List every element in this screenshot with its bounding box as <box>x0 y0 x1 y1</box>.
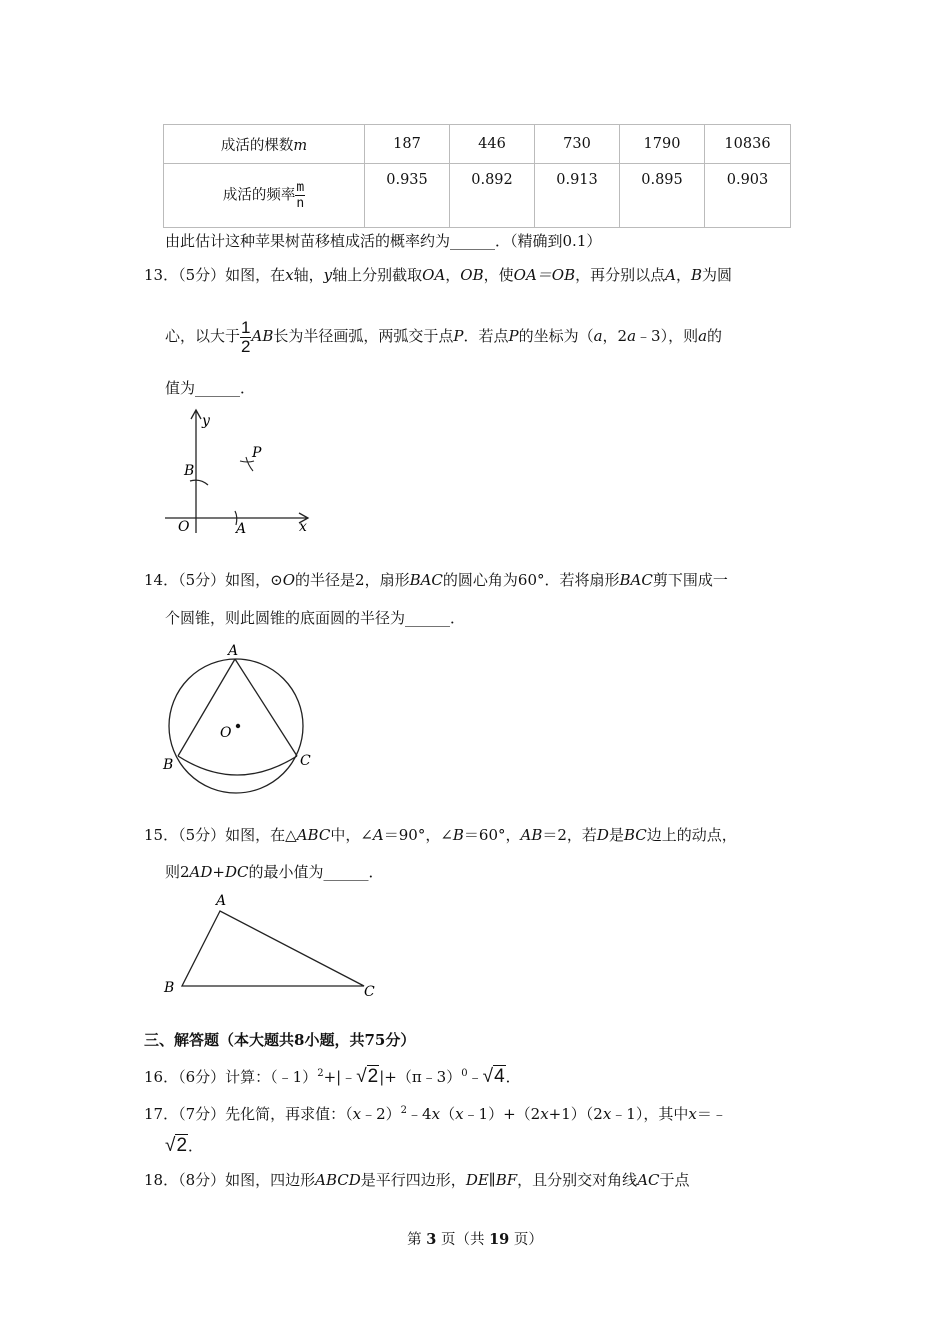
table-cell: 730 <box>535 125 620 164</box>
q16-line: 16．（6分）计算：（﹣1）$^2$+|﹣√2|+（π﹣3）$^0$﹣√4． <box>144 1066 521 1087</box>
row-label: 成活的棵数m <box>164 125 365 164</box>
label-b: B <box>184 463 195 479</box>
section-heading: 三、解答题（本大题共8小题，共75分） <box>144 1031 416 1049</box>
row-label: 成活的频率 $\frac{m}{n}$ <box>164 164 365 228</box>
total-pages: 19 <box>489 1231 510 1248</box>
q14-line2: 个圆锥，则此圆锥的底面圆的半径为______． <box>165 609 466 627</box>
q14-figure <box>158 640 328 800</box>
fraction: $\frac{m}{n}$ <box>296 180 305 211</box>
q13-line3: 值为______． <box>165 379 256 397</box>
label-x: x <box>299 519 307 535</box>
table-cell: 446 <box>450 125 535 164</box>
label-a: A <box>216 893 227 909</box>
survival-table <box>163 124 791 228</box>
center-dot <box>236 724 240 728</box>
q13-line1: 13．（5分）如图，在x轴，y轴上分别截取OA，OB，使OA＝OB，再分别以点A，B为圆 <box>144 266 733 284</box>
label-o: O <box>178 519 190 535</box>
sqrt-2: √2 <box>165 1135 188 1156</box>
label-o: O <box>220 725 232 741</box>
sqrt-2: √2 <box>356 1066 379 1087</box>
page-footer: 第 3 页（共 19 页） <box>407 1231 543 1248</box>
table-cell: 10836 <box>705 125 791 164</box>
triangle-abc <box>182 911 364 986</box>
q17-line1: 17．（7分）先化简，再求值：（x﹣2）$^2$﹣4x（x﹣1）+（2x+1）（2x﹣1），其中x＝﹣ <box>144 1105 727 1123</box>
segment-ac <box>235 659 297 756</box>
sqrt-4: √4 <box>482 1066 505 1087</box>
q13-figure <box>160 405 320 540</box>
q18-line1: 18．（8分）如图，四边形ABCD是平行四边形，DE∥BF，且分别交对角线AC于点 <box>144 1171 690 1189</box>
q15-line2: 则2AD+DC的最小值为______． <box>165 863 384 881</box>
table-cell: 0.913 <box>535 164 620 228</box>
label-b: B <box>164 980 175 996</box>
arc-b <box>190 480 208 485</box>
table-cell: 0.892 <box>450 164 535 228</box>
q15-figure <box>160 890 385 1000</box>
label-p: P <box>252 445 262 461</box>
label-a: A <box>228 643 239 659</box>
label-b: B <box>163 757 174 773</box>
table-row <box>164 125 791 164</box>
table-cell: 1790 <box>620 125 705 164</box>
label-c: C <box>300 753 311 769</box>
q13-line2: 心，以大于 $\frac{1}{2}$ AB长为半径画弧，两弧交于点P．若点P的坐标为（a，2a﹣3），则a的 <box>165 317 723 356</box>
table-cell: 0.903 <box>705 164 791 228</box>
label-c: C <box>364 984 375 1000</box>
table-row <box>164 164 791 228</box>
q15-line1: 15．（5分）如图，在△ABC中，∠A＝90°，∠B＝60°，AB＝2，若D是BC边上的动点， <box>144 826 737 844</box>
table-cell: 187 <box>365 125 450 164</box>
label-a: A <box>236 521 247 537</box>
fraction-half: $\frac{1}{2}$ <box>241 317 251 356</box>
segment-ab <box>178 659 235 756</box>
q17-line2: √2． <box>165 1135 204 1156</box>
label-y: y <box>202 413 210 429</box>
q12-tail-text: 由此估计这种苹果树苗移植成活的概率约为______．（精确到0.1） <box>165 232 602 250</box>
page-number: 3 <box>426 1231 437 1248</box>
table-cell: 0.895 <box>620 164 705 228</box>
arc-bc <box>178 756 297 775</box>
q14-line1: 14．（5分）如图，⊙O的半径是2，扇形BAC的圆心角为60°．若将扇形BAC剪下围成一 <box>144 571 728 589</box>
table-cell: 0.935 <box>365 164 450 228</box>
